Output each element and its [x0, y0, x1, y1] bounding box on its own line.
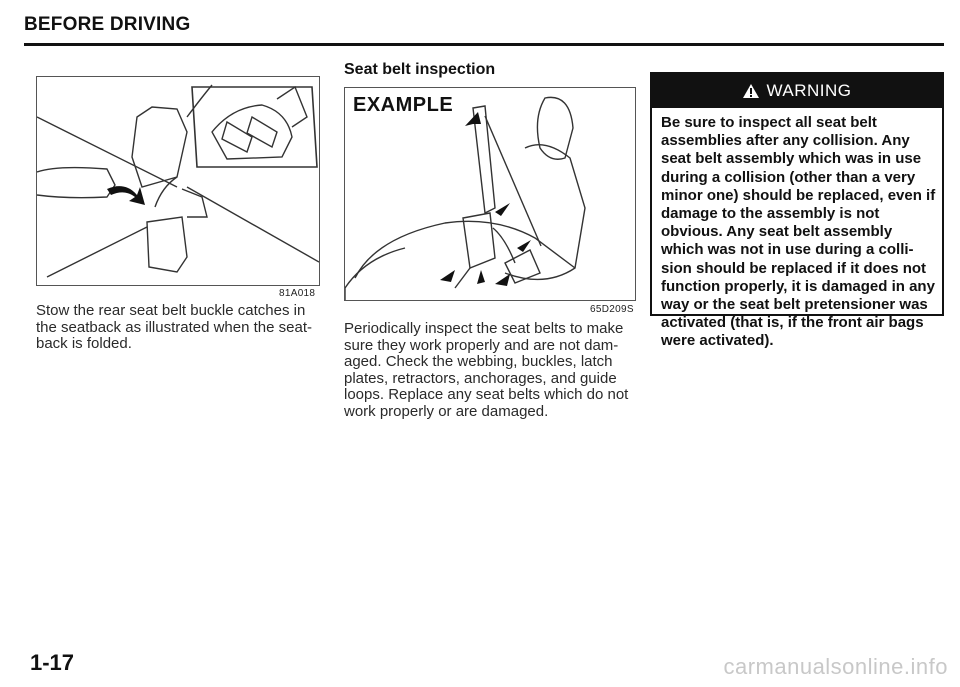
- left-body-text: Stow the rear seat belt buckle catches in the seatback as illustrated when the seat-back is folded.: [36, 302, 312, 352]
- warning-box: [650, 72, 944, 350]
- seat-belt-inspection-figure: [344, 87, 636, 301]
- seat-belt-inspection-heading: Seat belt inspection: [344, 61, 496, 78]
- rear-seat-buckle-figure: [36, 76, 320, 286]
- section-title: BEFORE DRIVING: [24, 14, 191, 35]
- page-number: 1-17: [30, 650, 75, 675]
- rear-seat-buckle-illustration: [37, 77, 319, 285]
- watermark: carmanualsonline.info: [723, 654, 948, 679]
- middle-figure-code: 65D209S: [590, 304, 634, 315]
- middle-body-text: Periodically inspect the seat belts to make sure they work properly and are not dam-aged. Check the webbing, buckles, latch plates, retractors, anchorages, and guide loops. Replace any seat belts which do not work properly or are damaged.: [344, 320, 629, 420]
- warning-header: [652, 74, 942, 108]
- warning-title: WARNING: [766, 81, 852, 100]
- header-rule: [24, 43, 944, 46]
- warning-triangle-icon: [742, 83, 760, 99]
- left-figure-code: 81A018: [279, 288, 316, 299]
- seat-belt-inspection-illustration: [345, 88, 635, 300]
- warning-text: Be sure to inspect all seat belt assemblies after any collision. Any seat belt assembly which was in use during a collision (other than a very minor one) should be replaced, even if damage to the assembly is not obvious. Any seat belt assembly which was not in use during a colli-sion should be replaced if it does not function properly, it is damaged in any way or the seat belt pretensioner was activated (that is, if the front air bags were activated).: [661, 114, 936, 350]
- example-label: EXAMPLE: [353, 94, 454, 116]
